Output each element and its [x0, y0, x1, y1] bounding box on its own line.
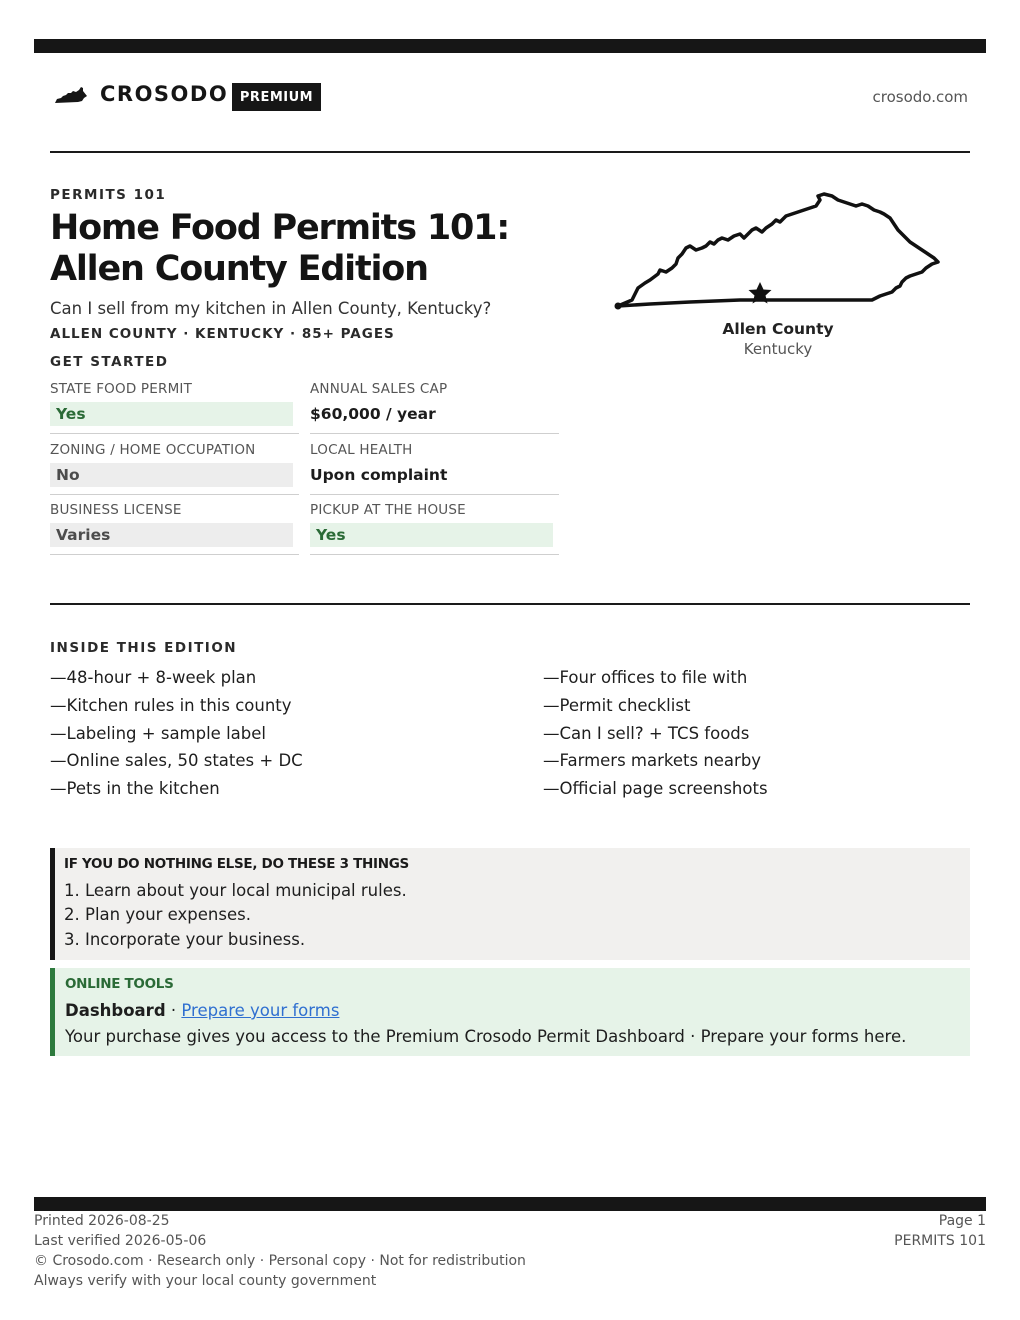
contents-heading: INSIDE THIS EDITION [50, 640, 238, 656]
page-subtitle: Can I sell from my kitchen in Allen County, Kentucky? [50, 299, 492, 318]
page-title: Home Food Permits 101: Allen County Edition [50, 208, 510, 289]
kentucky-map [610, 188, 950, 316]
premium-badge: PREMIUM [232, 83, 321, 111]
list-item: —Can I sell? + TCS foods [543, 723, 750, 743]
fact-label: LOCAL HEALTH [310, 442, 413, 458]
callout-item: 1. Learn about your local municipal rules. [64, 881, 407, 900]
fact-zoning [50, 441, 299, 495]
prepare-forms-link[interactable]: Prepare your forms [181, 1001, 340, 1020]
printed-date: Printed 2026-08-25 [34, 1213, 170, 1229]
disclaimer: Always verify with your local county government [34, 1273, 377, 1289]
list-item: —Permit checklist [543, 695, 691, 715]
fact-label: BUSINESS LICENSE [50, 502, 182, 518]
fact-annual-sales-cap [310, 380, 559, 434]
list-item: —Official page screenshots [543, 779, 768, 799]
callout-item: 2. Plan your expenses. [64, 905, 251, 924]
dashboard-label: Dashboard [65, 1001, 166, 1020]
section-eyebrow: PERMITS 101 [50, 187, 167, 203]
list-item: —Farmers markets nearby [543, 751, 762, 771]
brand-name[interactable]: CROSODO [100, 82, 229, 106]
list-item: —Labeling + sample label [50, 723, 266, 743]
get-started-heading: GET STARTED [50, 354, 169, 370]
footer-section: PERMITS 101 [894, 1233, 986, 1249]
fact-value: No [50, 463, 293, 487]
fact-label: ZONING / HOME OCCUPATION [50, 442, 256, 458]
verified-date: Last verified 2026-05-06 [34, 1233, 207, 1249]
callout-heading: IF YOU DO NOTHING ELSE, DO THESE 3 THINGS [64, 856, 409, 872]
fact-value: Upon complaint [310, 466, 448, 484]
kentucky-outline [618, 194, 938, 306]
kentucky-logo-icon [54, 86, 88, 110]
online-tools-callout [50, 968, 970, 1056]
copyright-notice: © Crosodo.com · Research only · Personal copy · Not for redistribution [34, 1253, 526, 1269]
page-number: Page 1 [938, 1213, 986, 1229]
footer-bar [34, 1197, 986, 1211]
top-bar [34, 39, 986, 53]
priority-callout [50, 848, 970, 960]
callout-item: 3. Incorporate your business. [64, 930, 306, 949]
fact-value: Yes [310, 523, 553, 547]
fact-value: Yes [50, 402, 293, 426]
fact-state-food-permit [50, 380, 299, 434]
tools-links-row [65, 1001, 339, 1020]
list-item: —Online sales, 50 states + DC [50, 751, 303, 771]
fact-value: Varies [50, 523, 293, 547]
map-state-label: Kentucky [743, 340, 813, 358]
tools-description: Your purchase gives you access to the Premium Crosodo Permit Dashboard · Prepare your forms here. [65, 1027, 907, 1046]
contents-list-left [50, 668, 303, 807]
header-divider [50, 151, 970, 153]
western-tip-marker [615, 303, 622, 310]
site-url[interactable]: crosodo.com [872, 88, 968, 106]
header [50, 80, 970, 114]
contents-list-right [543, 668, 768, 807]
fact-business-license [50, 501, 299, 555]
fact-local-health [310, 441, 559, 495]
fact-label: PICKUP AT THE HOUSE [310, 502, 466, 518]
map-county-label: Allen County [722, 320, 834, 338]
separator: · [170, 1001, 177, 1020]
fact-pickup [310, 501, 559, 555]
section-divider [50, 603, 970, 605]
list-item: —48-hour + 8-week plan [50, 668, 257, 687]
fact-value: $60,000 / year [310, 405, 436, 423]
tools-heading: ONLINE TOOLS [65, 976, 174, 992]
fact-label: ANNUAL SALES CAP [310, 381, 448, 397]
list-item: —Four offices to file with [543, 668, 748, 687]
edition-meta: ALLEN COUNTY · KENTUCKY · 85+ PAGES [50, 326, 395, 342]
list-item: —Pets in the kitchen [50, 779, 220, 799]
fact-label: STATE FOOD PERMIT [50, 381, 193, 397]
list-item: —Kitchen rules in this county [50, 695, 292, 715]
